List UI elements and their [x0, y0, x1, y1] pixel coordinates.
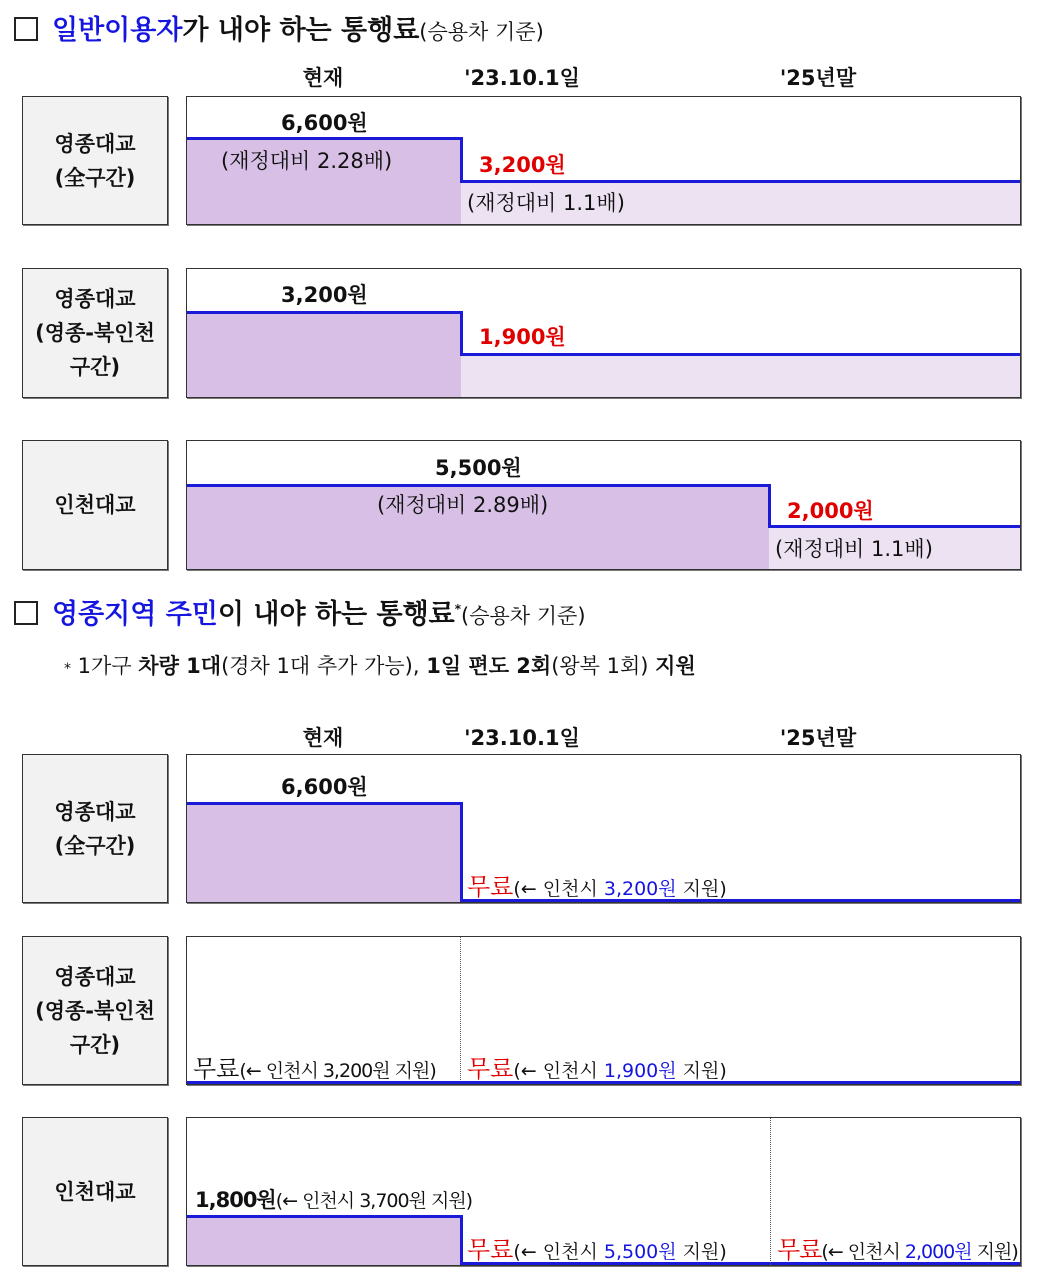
current-fee: 3,200원: [281, 283, 368, 307]
label-line: 인천대교: [54, 1179, 136, 1204]
checkbox-square-icon: [14, 601, 38, 625]
label-line: 영종대교: [54, 287, 136, 311]
subsidy-text: 지원): [676, 1241, 727, 1263]
divider-dotted: [460, 937, 461, 1084]
current-fee: 6,600원: [281, 775, 368, 799]
title-text: 가 내야 하는 통행료: [182, 15, 420, 46]
step-line: [187, 484, 770, 487]
chart-general-yeongjong-full: [186, 96, 1021, 225]
note-star: *: [64, 661, 71, 677]
title-paren: (승용차 기준): [419, 20, 544, 44]
step-line: [187, 1215, 462, 1218]
chart-general-incheon-bridge: [186, 440, 1021, 570]
title-text: 이 내야 하는 통행료: [217, 599, 455, 630]
section-resident-title: [14, 592, 586, 631]
chart-general-yeongjong-partial: [186, 268, 1021, 398]
title-paren: (승용차 기준): [461, 604, 586, 628]
label-line: 영종대교: [54, 799, 136, 824]
column-2023: '23.10.1일: [464, 66, 580, 90]
subsidy-amount: 3,200원: [603, 878, 677, 900]
label-line: (全구간): [54, 165, 136, 190]
subsidy-text: (← 인천시: [821, 1241, 905, 1263]
subsidy-text: (← 인천시: [513, 878, 604, 900]
step-line: [460, 802, 463, 902]
free-label: 무료: [777, 1236, 822, 1264]
label-line: 영종대교: [54, 964, 136, 989]
subsidy-text: 지원): [676, 878, 727, 900]
subsidy-text: 지원): [971, 1241, 1018, 1263]
row-label-incheon-bridge: [22, 1117, 168, 1266]
subsidy-amount: 5,500원: [603, 1241, 677, 1263]
step-line: [460, 180, 1020, 183]
checkbox-square-icon: [14, 17, 38, 41]
current-ratio: (재정대비 2.89배): [377, 493, 549, 517]
current-fee-bar: [187, 312, 461, 397]
step-line: [768, 525, 1020, 528]
divider-dotted: [770, 1118, 771, 1265]
note-text: (왕복 1회): [551, 654, 656, 678]
note-text: 1가구: [71, 654, 139, 678]
label-line: 영종대교: [54, 131, 136, 156]
note-text: (경차 1대 추가 가능),: [221, 654, 427, 678]
step-line: [460, 1215, 463, 1265]
label-line: (영종-북인천: [35, 998, 155, 1023]
next-fee: 3,200원: [479, 153, 566, 177]
column-current: 현재: [302, 66, 344, 90]
note-bold: 지원: [655, 654, 696, 678]
row-label-yeongjong-partial: [22, 268, 168, 398]
current-fee: 6,600원: [281, 111, 368, 135]
label-line: (全구간): [54, 833, 136, 858]
subsidy-amount: 1,900원: [603, 1060, 677, 1082]
column-2025: '25년말: [779, 66, 857, 90]
step-line: [187, 802, 462, 805]
subsidy-text: 지원): [676, 1060, 727, 1082]
resident-note: [64, 650, 696, 680]
label-line: 인천대교: [54, 493, 136, 517]
step-line: [460, 311, 463, 356]
title-highlight: 일반이용자: [52, 15, 183, 46]
current-ratio: (재정대비 2.28배): [221, 149, 393, 173]
chart-resident-yeongjong-full: [186, 754, 1021, 903]
next-ratio: (재정대비 1.1배): [775, 537, 933, 561]
chart-resident-yeongjong-partial: [186, 936, 1021, 1085]
row-label-incheon-bridge: [22, 440, 168, 570]
step-line: [460, 137, 463, 183]
label-line: 구간): [69, 1032, 121, 1057]
step-line: [187, 137, 462, 140]
next-fee-bar: [461, 354, 1020, 397]
row-label-yeongjong-full: [22, 754, 168, 903]
chart-resident-incheon-bridge: [186, 1117, 1021, 1266]
title-highlight: 영종지역 주민: [52, 599, 218, 630]
label-line: 구간): [69, 355, 121, 379]
subsidy-text: (← 인천시: [513, 1060, 604, 1082]
current-fee: 5,500원: [435, 456, 522, 480]
step-line: [460, 353, 1020, 356]
column-2023: '23.10.1일: [464, 726, 580, 750]
column-2025: '25년말: [779, 726, 857, 750]
subsidy-text: (← 인천시 3,200원 지원): [239, 1060, 436, 1082]
footnote-mark: *: [454, 602, 462, 616]
subsidy-text: (← 인천시 3,700원 지원): [275, 1190, 473, 1212]
row-label-yeongjong-partial: [22, 936, 168, 1085]
free-label: 무료: [193, 1055, 240, 1083]
next-ratio: (재정대비 1.1배): [467, 191, 625, 215]
column-current: 현재: [302, 726, 344, 750]
next-fee: 1,900원: [479, 325, 566, 349]
note-bold: 차량 1대: [138, 654, 222, 678]
note-bold: 1일 편도 2회: [426, 654, 552, 678]
subsidy-amount: 2,000원: [904, 1241, 972, 1263]
current-fee-bar: [187, 1217, 461, 1265]
free-label: 무료: [467, 1236, 514, 1264]
free-label: 무료: [467, 873, 514, 901]
subsidy-text: (← 인천시: [513, 1241, 604, 1263]
label-line: (영종-북인천: [35, 321, 155, 345]
step-line: [187, 311, 462, 314]
next-fee: 2,000원: [787, 499, 874, 523]
current-fee: 1,800원: [195, 1188, 276, 1212]
current-fee-bar: [187, 804, 461, 902]
row-label-yeongjong-full: [22, 96, 168, 225]
step-line: [768, 484, 771, 528]
free-label: 무료: [467, 1055, 514, 1083]
section-general-title: [14, 8, 544, 47]
